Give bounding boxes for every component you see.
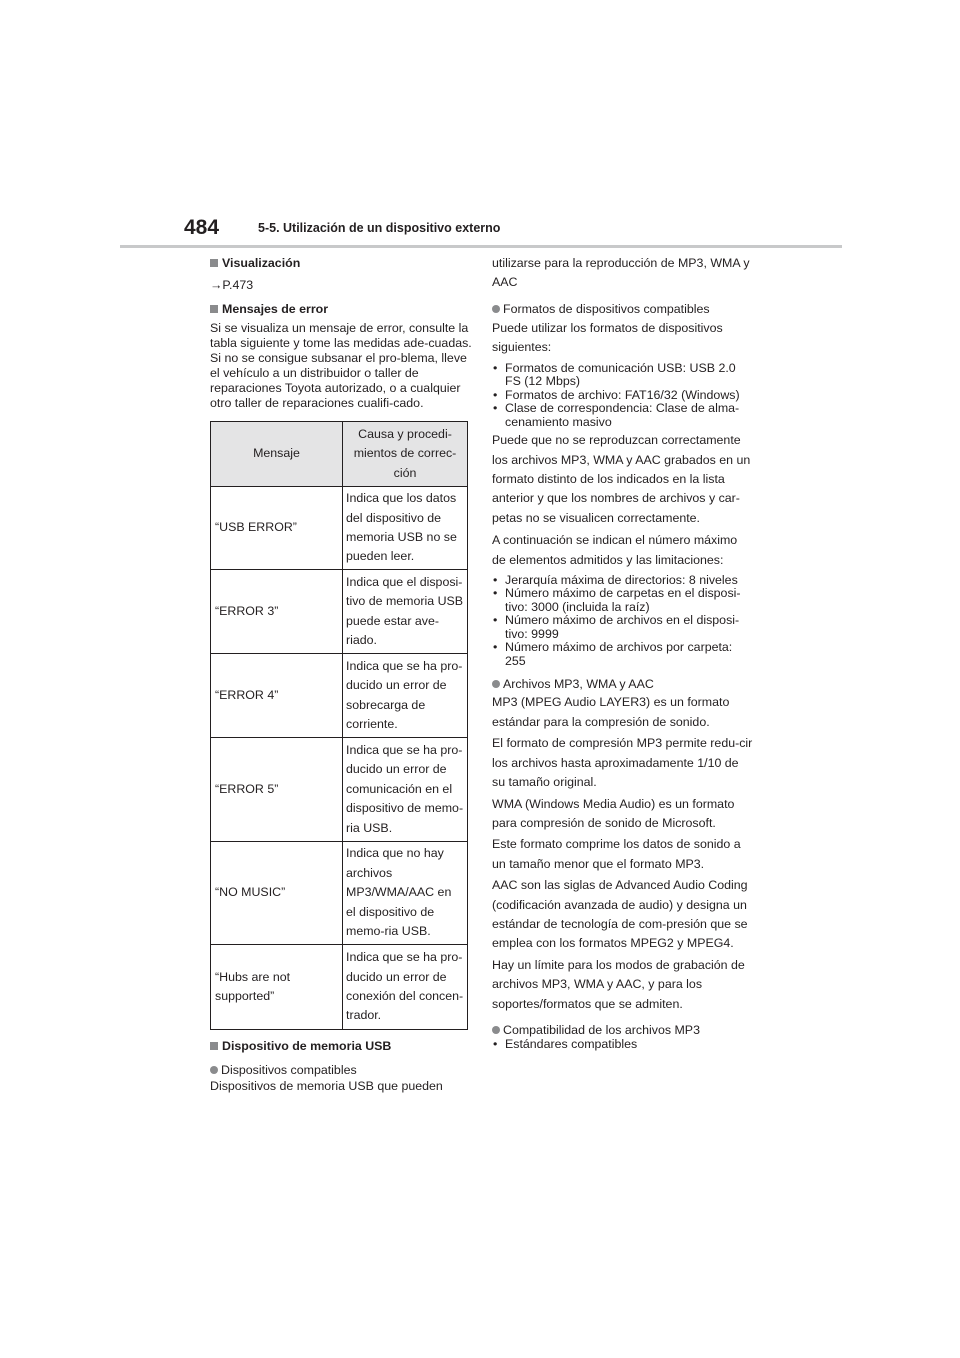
header-rule: [120, 245, 842, 248]
table-header-row: [211, 422, 468, 487]
archivos-paragraph: WMA (Windows Media Audio) es un formato para compresión de sonido de Microsoft.: [492, 796, 735, 830]
circle-bullet-icon: [210, 1066, 218, 1074]
list-item: • Clase de correspondencia: Clase de alma-cenamiento masivo: [492, 402, 754, 429]
compatibles-text-continued: utilizarse para la reproducción de MP3, WMA y AAC: [492, 256, 750, 290]
section-title: 5-5. Utilización de un dispositivo externo: [258, 221, 501, 235]
message-cell: “USB ERROR”: [211, 487, 343, 570]
list-item: • Número máximo de archivos por carpeta: 255: [492, 641, 754, 668]
list-item: • Formatos de comunicación USB: USB 2.0 FS (12 Mbps): [492, 362, 754, 389]
table-row: [211, 570, 468, 654]
compat-mp3-heading: Compatibilidad de los archivos MP3: [492, 1023, 754, 1038]
message-cell: “ERROR 5”: [211, 738, 343, 842]
compatibles-heading: Dispositivos compatibles: [210, 1063, 472, 1078]
list-item: • Formatos de archivo: FAT16/32 (Windows): [492, 389, 754, 403]
right-column: [492, 252, 754, 1051]
page-number: 484: [184, 216, 220, 239]
limites-intro: A continuación se indican el número máximo de elementos admitidos y las limitaciones:: [492, 533, 738, 567]
header-causa: Causa y procedi-mientos de correc-ción: [343, 422, 468, 487]
table-row: [211, 842, 468, 945]
list-item: • Número máximo de archivos en el disposi-tivo: 9999: [492, 614, 754, 641]
table-row: [211, 945, 468, 1030]
list-item: • Estándares compatibles: [492, 1038, 754, 1052]
list-item: • Jerarquía máxima de directorios: 8 niveles: [492, 574, 754, 588]
left-column: [210, 252, 472, 1094]
list-item: • Número máximo de carpetas en el disposi-tivo: 3000 (incluida la raíz): [492, 587, 754, 614]
table-row: [211, 654, 468, 738]
table-row: [211, 487, 468, 570]
usb-heading: Dispositivo de memoria USB: [210, 1039, 472, 1054]
errores-intro: Si se visualiza un mensaje de error, consulte la tabla siguiente y tome las medidas ade-cuadas. Si no se consigue subsanar el pro-blema, lleve el vehículo a un distribuidor o taller de reparaciones Toyota autorizado, o a cualquier otro taller de reparaciones cualifi-cado.: [210, 321, 472, 410]
square-bullet-icon: [210, 305, 218, 313]
cause-cell: Indica que los datos del dispositivo de memoria USB no se pueden leer.: [343, 487, 468, 570]
compatibles-text: Dispositivos de memoria USB que pueden: [210, 1079, 443, 1093]
errores-heading: Mensajes de error: [210, 302, 472, 317]
message-cell: “Hubs are not supported”: [211, 945, 343, 1030]
circle-bullet-icon: [492, 1026, 500, 1034]
circle-bullet-icon: [492, 305, 500, 313]
archivos-paragraph: MP3 (MPEG Audio LAYER3) es un formato estándar para la compresión de sonido.: [492, 695, 730, 729]
archivos-paragraph: Hay un límite para los modos de grabación de archivos MP3, WMA y AAC, y para los soportes/formatos que se admiten.: [492, 957, 745, 1011]
circle-bullet-icon: [492, 680, 500, 688]
visualizacion-heading: Visualización: [210, 256, 472, 271]
formatos-list: [492, 362, 754, 430]
message-cell: “NO MUSIC”: [211, 842, 343, 945]
formatos-intro: Puede utilizar los formatos de dispositivos siguientes:: [492, 320, 723, 355]
header-mensaje: Mensaje: [211, 422, 343, 487]
table-row: [211, 738, 468, 842]
limites-list: [492, 574, 754, 669]
cause-cell: Indica que se ha pro-ducido un error de conexión del concen-trador.: [343, 945, 468, 1030]
formatos-heading: Formatos de dispositivos compatibles: [492, 302, 754, 317]
cause-cell: Indica que se ha pro-ducido un error de comunicación en el dispositivo de memo-ria USB.: [343, 738, 468, 842]
archivos-paragraph: El formato de compresión MP3 permite redu-cir los archivos hasta aproximadamente 1/10 de su tamaño original.: [492, 736, 753, 790]
message-cell: “ERROR 3”: [211, 570, 343, 654]
square-bullet-icon: [210, 1042, 218, 1050]
cause-cell: Indica que se ha pro-ducido un error de sobrecarga de corriente.: [343, 654, 468, 738]
archivos-paragraph: AAC son las siglas de Advanced Audio Coding (codificación avanzada de audio) y designa un estándar de tecnología de com-presión que se emplea con los formatos MPEG2 y MPEG4.: [492, 878, 748, 951]
archivos-paragraph: Este formato comprime los datos de sonido a un tamaño menor que el formato MP3.: [492, 837, 741, 871]
archivos-heading: Archivos MP3, WMA y AAC: [492, 677, 754, 692]
error-messages-table: [210, 421, 468, 1030]
message-cell: “ERROR 4”: [211, 654, 343, 738]
compat-mp3-list: [492, 1038, 754, 1052]
cause-cell: Indica que el disposi-tivo de memoria USB puede estar ave-riado.: [343, 570, 468, 654]
square-bullet-icon: [210, 259, 218, 267]
cause-cell: Indica que no hay archivos MP3/WMA/AAC en el dispositivo de memo-ria USB.: [343, 842, 468, 945]
formatos-note: Puede que no se reproduzcan correctamente los archivos MP3, WMA y AAC grabados en un formato distinto de los indicados en la lista anterior y que los nombres de archivos y car-petas no se visualicen correctamente.: [492, 433, 751, 525]
visualizacion-reference: →P.473: [210, 278, 254, 292]
